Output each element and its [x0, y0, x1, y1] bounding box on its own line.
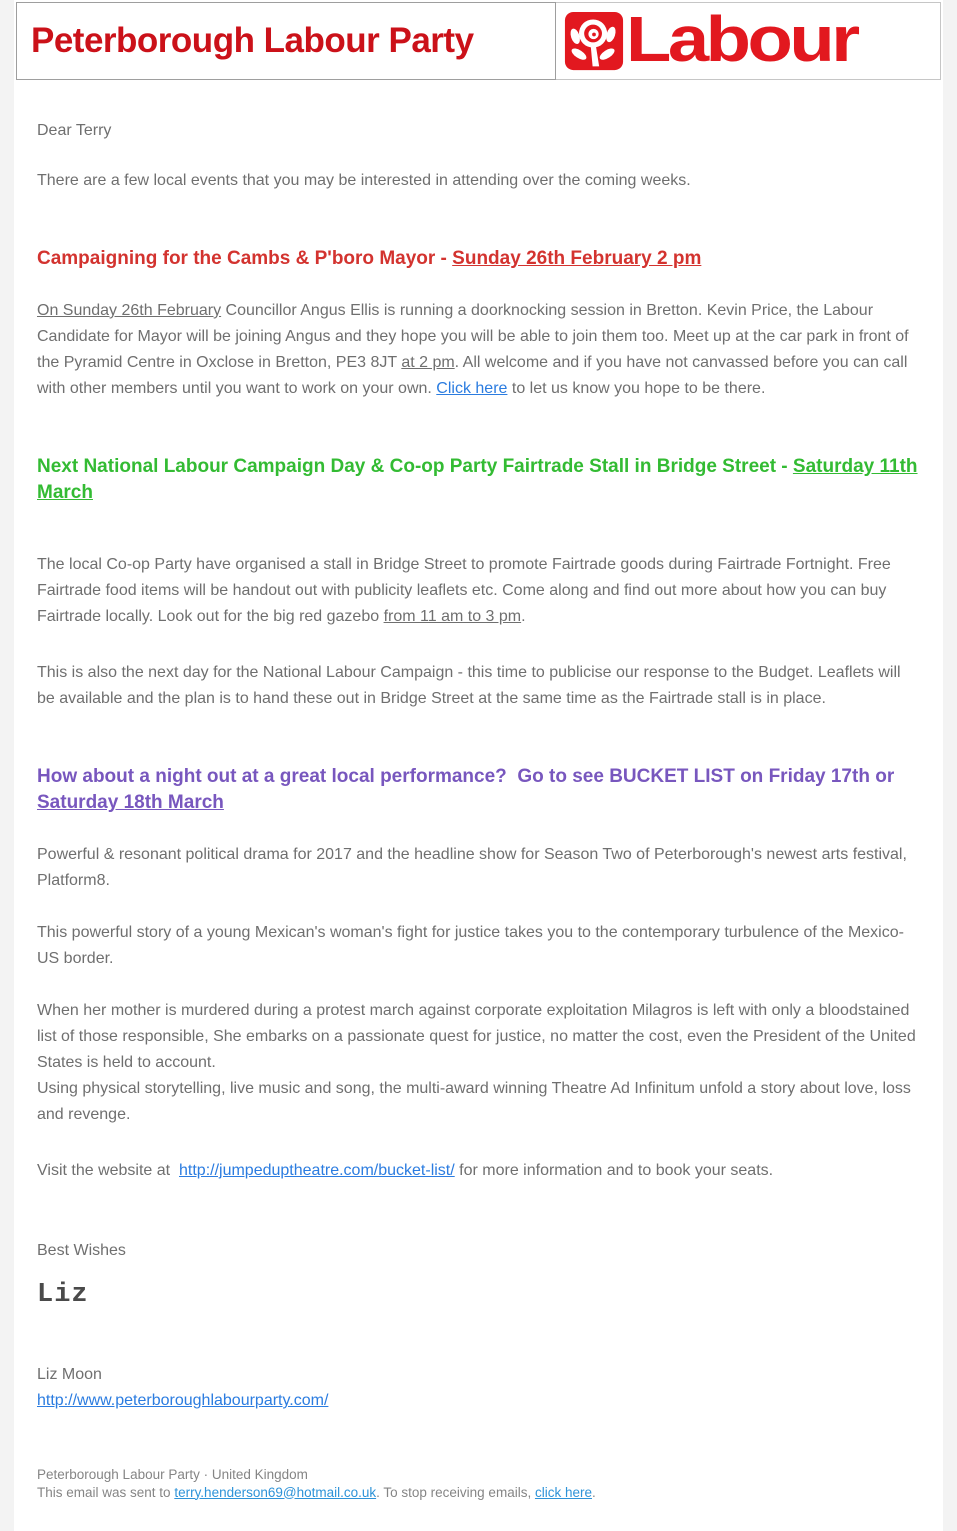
intro-paragraph: There are a few local events that you may be interested in attending over the coming weeks.	[37, 172, 691, 189]
paragraph: Powerful & resonant political drama for 2017 and the headline show for Season Two of Peterborough's newest arts festival, Platform8.	[37, 846, 907, 889]
greeting: Dear Terry	[37, 122, 112, 139]
section-heading-mayor-campaign: Campaigning for the Cambs & P'boro Mayor - Sunday 26th February 2 pm	[37, 248, 702, 269]
paragraph: Visit the website at http://jumpeduptheatre.com/bucket-list/ for more information and to book your seats.	[37, 1162, 774, 1179]
paragraph: The local Co-op Party have organised a stall in Bridge Street to promote Fairtrade goods during Fairtrade Fortnight. Free Fairtrade food items will be handout out with publicity leaflets etc. Come along and find out more about how you can buy Fairtrade locally. Look out for the big red gazebo from 11 am to 3 pm.	[37, 556, 891, 625]
inline-link[interactable]: terry.henderson69@hotmail.co.uk	[174, 1484, 377, 1500]
labour-rose-icon	[564, 11, 624, 71]
party-website-link[interactable]: http://www.peterboroughlabourparty.com/	[37, 1392, 329, 1409]
inline-link[interactable]: http://jumpeduptheatre.com/bucket-list/	[179, 1162, 455, 1179]
email-body	[14, 118, 943, 1501]
paragraph: On Sunday 26th February Councillor Angus Ellis is running a doorknocking session in Bretton. Kevin Price, the Labour Candidate for Mayor will be joining Angus and they hope you will be able to join them too. Meet up at the car park in front of the Pyramid Centre in Oxclose in Bretton, PE3 8JT at 2 pm. All welcome and if you have not canvassed before you can call with other members until you want to work on your own. Click here to let us know you hope to be there.	[37, 302, 909, 397]
paragraph: When her mother is murdered during a protest march against corporate exploitation Milagros is left with only a bloodstained list of those responsible, She embarks on a passionate quest for justice, no matter the cost, even the President of the United States is held to account. Using physical storytelling, live music and song, the multi-award winning Theatre Ad Infinitum unfold a story about love, loss and revenge.	[37, 1002, 916, 1123]
brand-title-box	[16, 2, 556, 80]
labour-logo-box	[556, 2, 941, 80]
section-heading-fairtrade-stall: Next National Labour Campaign Day & Co-op Party Fairtrade Stall in Bridge Street - Saturday 11th March	[37, 456, 918, 503]
footer-unsubscribe-line: This email was sent to terry.henderson69@hotmail.co.uk. To stop receiving emails, click here.	[37, 1484, 596, 1500]
signature: Liz	[37, 1280, 89, 1310]
email-footer	[37, 1466, 920, 1501]
inline-link[interactable]: click here	[534, 1484, 592, 1500]
sender-name: Liz Moon	[37, 1366, 102, 1383]
closing-line: Best Wishes	[37, 1242, 126, 1259]
footer-address-line: Peterborough Labour Party · United Kingdom	[37, 1467, 308, 1482]
inline-link[interactable]: Click here	[436, 380, 508, 397]
email-header	[16, 2, 943, 80]
section-heading-bucket-list: How about a night out at a great local performance? Go to see BUCKET LIST on Friday 17th or Saturday 18th March	[37, 766, 895, 813]
paragraph: This is also the next day for the National Labour Campaign - this time to publicise our response to the Budget. Leaflets will be available and the plan is to hand these out in Bridge Street at the same time as the Fairtrade stall is in place.	[37, 664, 901, 707]
brand-title: Peterborough Labour Party	[31, 21, 474, 60]
labour-logo-wordmark: Labour	[626, 3, 857, 75]
email-content-area	[14, 0, 943, 1531]
paragraph: This powerful story of a young Mexican's woman's fight for justice takes you to the contemporary turbulence of the Mexico-US border.	[37, 924, 904, 967]
